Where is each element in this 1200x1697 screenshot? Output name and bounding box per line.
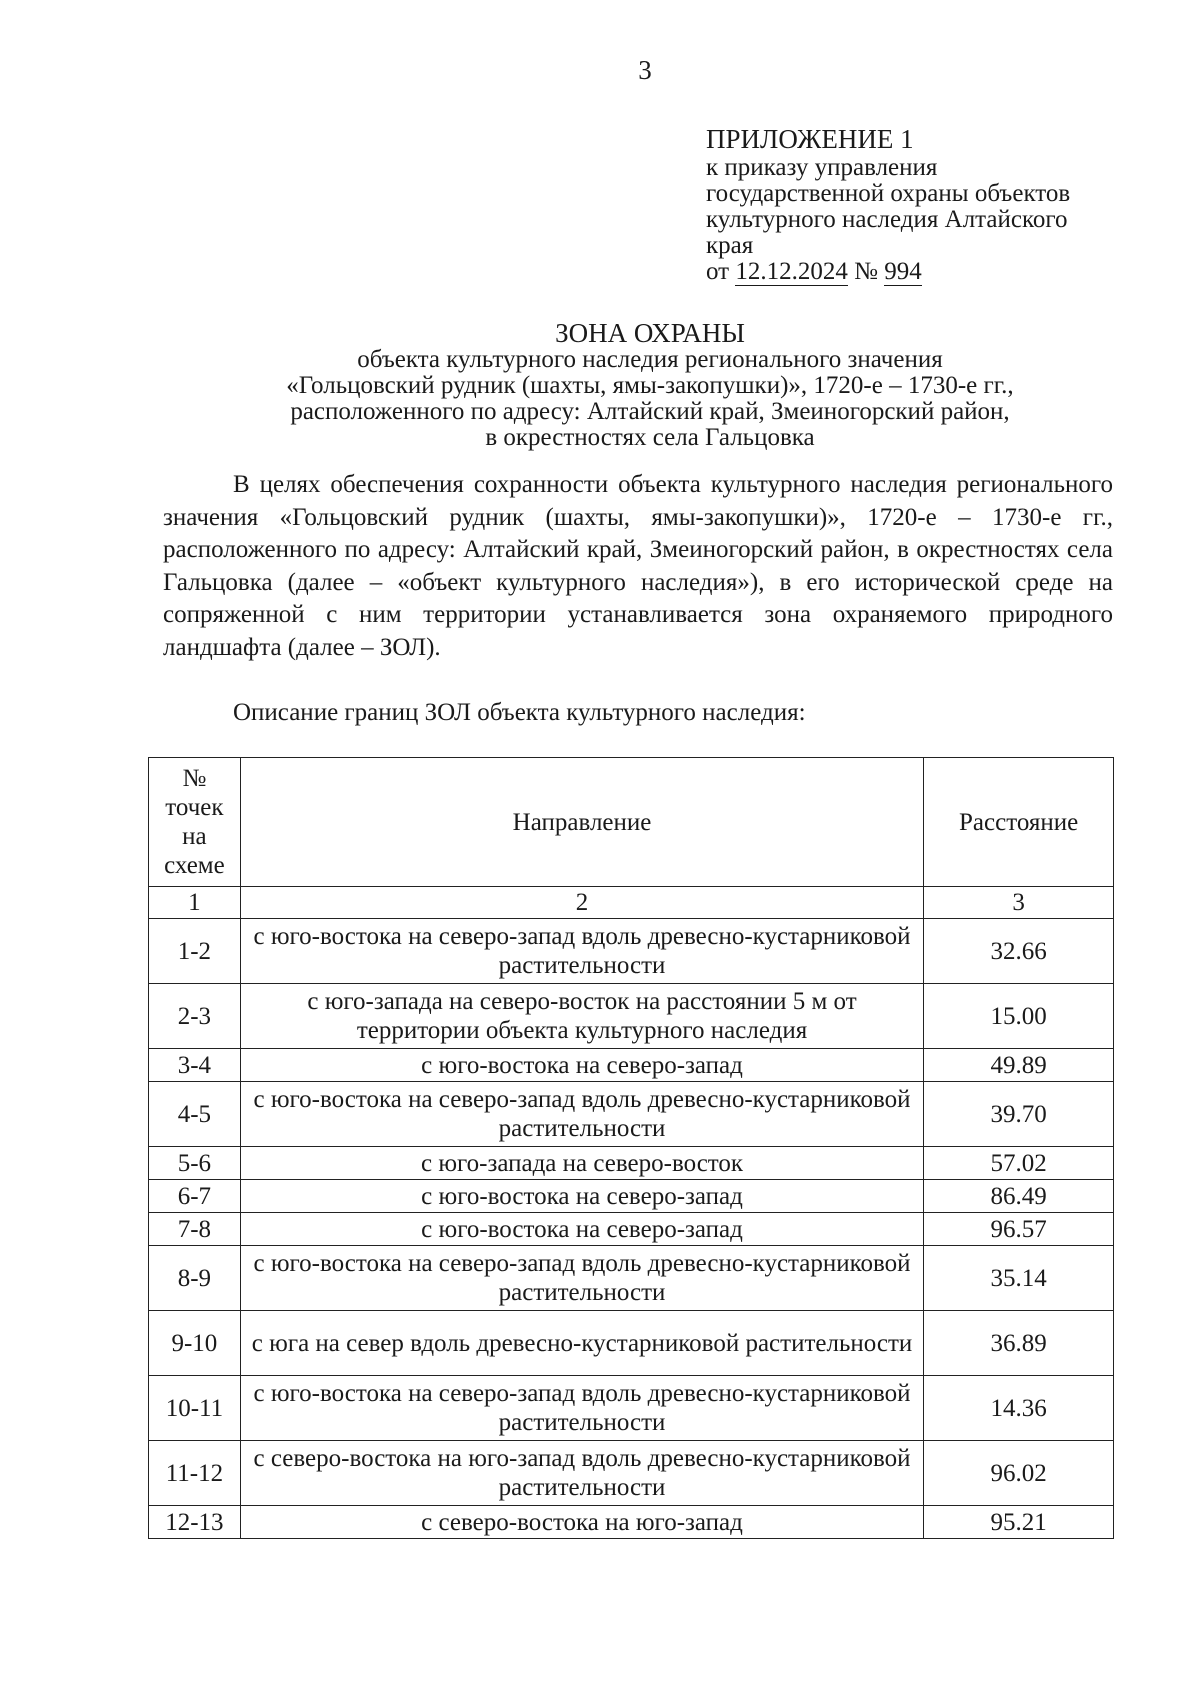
- appendix-title: ПРИЛОЖЕНИЕ 1: [706, 124, 914, 154]
- number-prefix: №: [854, 258, 878, 285]
- intro-paragraph: В целях обеспечения сохранности объекта культурного наследия регионального значения «Гольцовский рудник (шахты, ямы-закопушки)», 1720-е – 1730-е гг., расположенного по адресу: Алтайский край, Змеиногорский район, в окрестностях села Гальцовка (далее – «объект культурного наследия»), в его исторической среде на сопряженной с ним территории устанавливается зона охраняемого природного ландшафта (далее – ЗОЛ).: [163, 471, 1113, 661]
- direction-cell: с северо-востока на юго-запад: [240, 1506, 923, 1539]
- distance-cell: 36.89: [924, 1311, 1114, 1376]
- boundary-table: [148, 757, 1114, 1539]
- index-cell: 2: [240, 887, 923, 919]
- direction-cell: с юго-запада на северо-восток на расстоянии 5 м от территории объекта культурного наследия: [240, 984, 923, 1049]
- zone-subtitle-line: расположенного по адресу: Алтайский край, Змеиногорский район,: [290, 398, 1010, 425]
- header-distance: Расстояние: [924, 758, 1114, 887]
- appendix-block: [706, 123, 1146, 285]
- table-row: [149, 1049, 1114, 1082]
- appendix-date-line: [706, 259, 1146, 285]
- table-row: [149, 1082, 1114, 1147]
- direction-cell: с юго-востока на северо-запад вдоль древесно-кустарниковой растительности: [240, 1082, 923, 1147]
- order-number: 994: [884, 258, 922, 285]
- direction-cell: с юго-востока на северо-запад: [240, 1049, 923, 1082]
- points-cell: 5-6: [149, 1147, 241, 1180]
- distance-cell: 96.57: [924, 1213, 1114, 1246]
- index-cell: 3: [924, 887, 1114, 919]
- points-cell: 6-7: [149, 1180, 241, 1213]
- direction-cell: с юго-востока на северо-запад вдоль древесно-кустарниковой растительности: [240, 1246, 923, 1311]
- direction-cell: с северо-востока на юго-запад вдоль древесно-кустарниковой растительности: [240, 1441, 923, 1506]
- zone-title: ЗОНА ОХРАНЫ: [555, 318, 745, 348]
- distance-cell: 32.66: [924, 919, 1114, 984]
- table-row: [149, 919, 1114, 984]
- table-row: [149, 984, 1114, 1049]
- points-cell: 4-5: [149, 1082, 241, 1147]
- direction-cell: с юго-востока на северо-запад вдоль древесно-кустарниковой растительности: [240, 1376, 923, 1441]
- distance-cell: 96.02: [924, 1441, 1114, 1506]
- appendix-line: к приказу управления: [706, 154, 938, 181]
- distance-cell: 14.36: [924, 1376, 1114, 1441]
- points-cell: 8-9: [149, 1246, 241, 1311]
- points-cell: 12-13: [149, 1506, 241, 1539]
- table-row: [149, 1180, 1114, 1213]
- zone-subtitle: [230, 347, 1070, 451]
- header-points: № точек на схеме: [149, 758, 241, 887]
- zone-subtitle-line: «Гольцовский рудник (шахты, ямы-закопушки)», 1720-е – 1730-е гг.,: [286, 372, 1014, 399]
- direction-cell: с юга на север вдоль древесно-кустарниковой растительности: [240, 1311, 923, 1376]
- points-cell: 1-2: [149, 919, 241, 984]
- distance-cell: 15.00: [924, 984, 1114, 1049]
- order-date: 12.12.2024: [735, 258, 848, 285]
- date-prefix: от: [706, 258, 730, 285]
- distance-cell: 95.21: [924, 1506, 1114, 1539]
- table-row: [149, 1376, 1114, 1441]
- table-index-row: [149, 887, 1114, 919]
- table-row: [149, 1506, 1114, 1539]
- points-cell: 2-3: [149, 984, 241, 1049]
- direction-cell: с юго-запада на северо-восток: [240, 1147, 923, 1180]
- table-caption: Описание границ ЗОЛ объекта культурного наследия:: [233, 699, 806, 726]
- points-cell: 10-11: [149, 1376, 241, 1441]
- distance-cell: 49.89: [924, 1049, 1114, 1082]
- table-row: [149, 1213, 1114, 1246]
- distance-cell: 86.49: [924, 1180, 1114, 1213]
- table-row: [149, 1441, 1114, 1506]
- direction-cell: с юго-востока на северо-запад: [240, 1213, 923, 1246]
- direction-cell: с юго-востока на северо-запад вдоль древесно-кустарниковой растительности: [240, 919, 923, 984]
- table-header-row: [149, 758, 1114, 887]
- points-cell: 3-4: [149, 1049, 241, 1082]
- points-cell: 9-10: [149, 1311, 241, 1376]
- table-row: [149, 1147, 1114, 1180]
- distance-cell: 39.70: [924, 1082, 1114, 1147]
- table-row: [149, 1246, 1114, 1311]
- points-cell: 7-8: [149, 1213, 241, 1246]
- appendix-line: культурного наследия Алтайского: [706, 206, 1068, 233]
- header-direction: Направление: [240, 758, 923, 887]
- table-row: [149, 1311, 1114, 1376]
- direction-cell: с юго-востока на северо-запад: [240, 1180, 923, 1213]
- distance-cell: 35.14: [924, 1246, 1114, 1311]
- zone-subtitle-line: объекта культурного наследия регионального значения: [357, 346, 943, 373]
- page-number: 3: [638, 55, 652, 85]
- appendix-line: края: [706, 232, 754, 259]
- points-cell: 11-12: [149, 1441, 241, 1506]
- zone-subtitle-line: в окрестностях села Гальцовка: [485, 424, 815, 451]
- distance-cell: 57.02: [924, 1147, 1114, 1180]
- appendix-line: государственной охраны объектов: [706, 180, 1071, 207]
- index-cell: 1: [149, 887, 241, 919]
